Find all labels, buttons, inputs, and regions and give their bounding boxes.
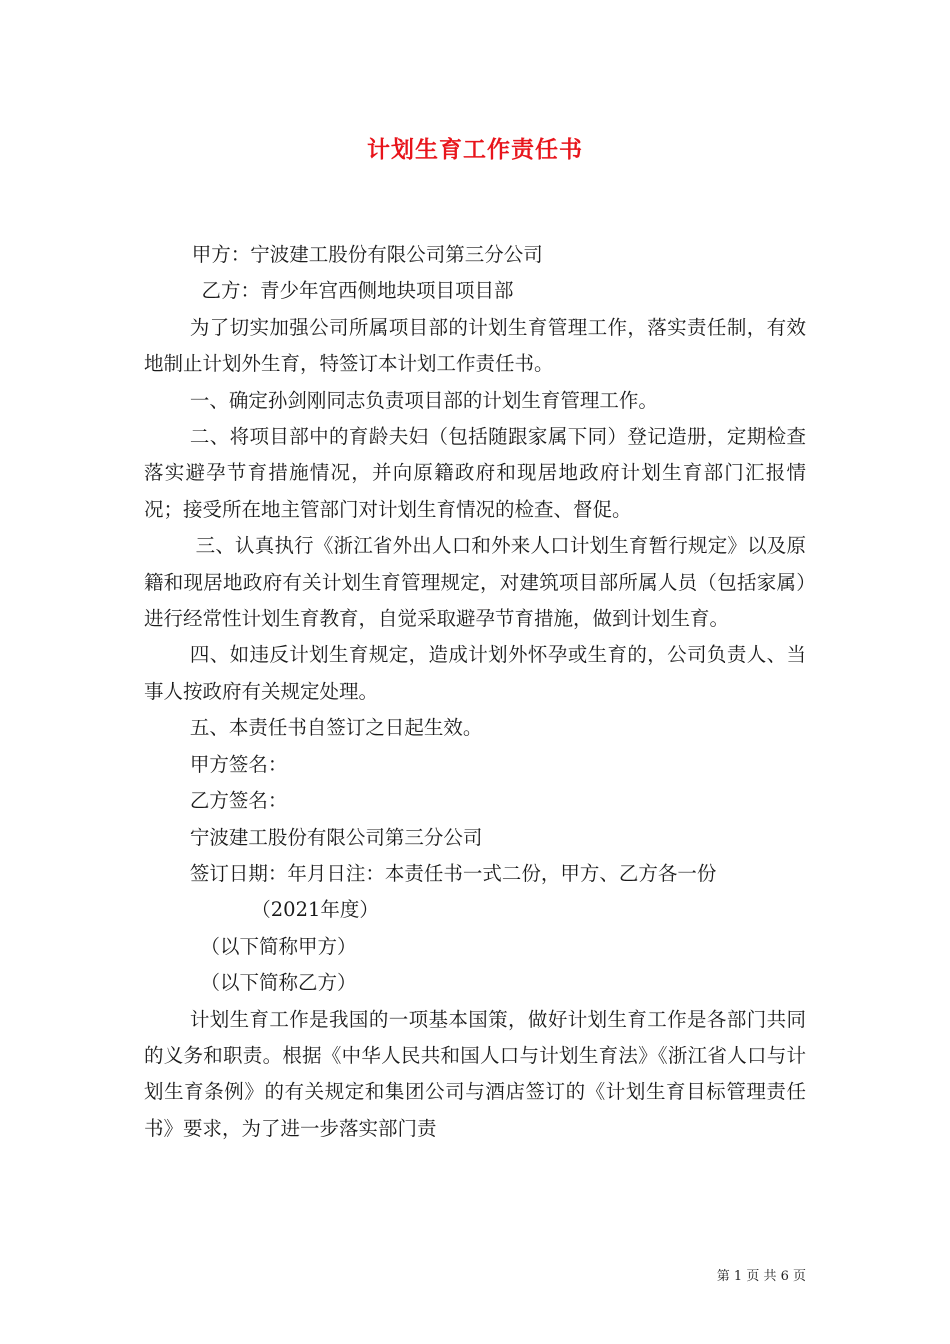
clause-1: 一、确定孙剑刚同志负责项目部的计划生育管理工作。: [189, 388, 658, 412]
document-body: [144, 237, 806, 1147]
clause-5: 五、本责任书自签订之日起生效。: [189, 716, 483, 740]
company-name-line: 宁波建工股份有限公司第三分公司: [189, 825, 483, 849]
party-a-line: 甲方：宁波建工股份有限公司第三分公司: [191, 243, 543, 266]
clause-2: 二、将项目部中的育龄夫妇（包括随跟家属下同）登记造册，定期检查落实避孕节育措施情况，并向原籍政府和现居地政府计划生育部门汇报情况；接受所在地主管部门对计划生育情况的检查、督促。: [144, 425, 806, 521]
clause-4: 四、如违反计划生育规定，造成计划外怀孕或生育的，公司负责人、当事人按政府有关规定处理。: [144, 643, 806, 703]
page-number-footer: 第 1 页 共 6 页: [716, 1269, 806, 1284]
intro-paragraph: 为了切实加强公司所属项目部的计划生育管理工作，落实责任制，有效地制止计划外生育，特签订本计划工作责任书。: [144, 315, 806, 376]
party-b-line: 乙方：青少年宫西侧地块项目项目部: [201, 279, 514, 303]
second-doc-intro: 计划生育工作是我国的一项基本国策，做好计划生育工作是各部门共同的义务和职责。根据《中华人民共和国人口与计划生育法》《浙江省人口与计划生育条例》的有关规定和集团公司与酒店签订的《计划生育目标管理责任书》要求，为了进一步落实部门责: [144, 1007, 806, 1140]
year-line: （2021年度）: [251, 898, 379, 922]
party-b-signature: 乙方签名：: [189, 789, 288, 813]
party-b-abbrev: （以下简称乙方）: [200, 971, 357, 995]
clause-3: 三、认真执行《浙江省外出人口和外来人口计划生育暂行规定》以及原籍和现居地政府有关计划生育管理规定，对建筑项目部所属人员（包括家属）进行经常性计划生育教育，自觉采取避孕节育措施，做到计划生育。: [144, 534, 806, 631]
document-title: 计划生育工作责任书: [367, 137, 583, 163]
party-a-abbrev: （以下简称甲方）: [200, 934, 357, 958]
sign-date-note: 签订日期：年月日注：本责任书一式二份，甲方、乙方各一份: [189, 861, 717, 885]
party-a-signature: 甲方签名：: [189, 752, 288, 776]
